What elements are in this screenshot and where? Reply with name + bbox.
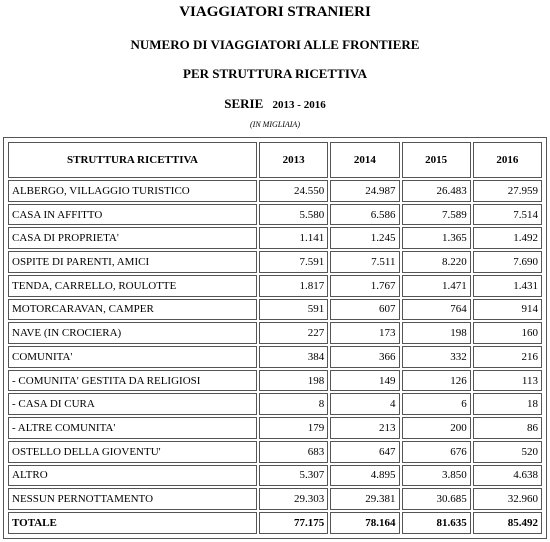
row-label-cell: CASA DI PROPRIETA' <box>8 227 257 249</box>
subtitle-frontiere: NUMERO DI VIAGGIATORI ALLE FRONTIERE <box>130 37 420 52</box>
row-label-cell: - ALTRE COMUNITA' <box>8 417 257 439</box>
value-cell-2013: 5.307 <box>259 465 328 487</box>
value-cell-2013: 24.550 <box>259 180 328 202</box>
value-cell-2016: 914 <box>473 299 542 321</box>
value-cell-2016: 32.960 <box>473 488 542 510</box>
value-cell-2013: 227 <box>259 322 328 344</box>
value-cell-2015: 1.365 <box>402 227 471 249</box>
value-cell-2013: 591 <box>259 299 328 321</box>
value-cell-2015: 764 <box>402 299 471 321</box>
value-cell-2014: 149 <box>330 370 399 392</box>
value-cell-2016: 27.959 <box>473 180 542 202</box>
table-row <box>8 393 542 415</box>
table-body <box>8 180 542 534</box>
row-label-cell: COMUNITA' <box>8 346 257 368</box>
value-cell-2013: 8 <box>259 393 328 415</box>
header-2014: 2014 <box>330 142 399 178</box>
value-cell-2016: 85.492 <box>473 512 542 534</box>
value-cell-2013: 179 <box>259 417 328 439</box>
table-total-row <box>8 512 542 534</box>
value-cell-2014: 29.381 <box>330 488 399 510</box>
row-label-cell: OSTELLO DELLA GIOVENTU' <box>8 441 257 463</box>
table-row <box>8 227 542 249</box>
serie-label: SERIE <box>224 96 264 111</box>
value-cell-2014: 647 <box>330 441 399 463</box>
value-cell-2013: 683 <box>259 441 328 463</box>
row-label-cell: MOTORCARAVAN, CAMPER <box>8 299 257 321</box>
table-row <box>8 299 542 321</box>
value-cell-2016: 520 <box>473 441 542 463</box>
value-cell-2015: 30.685 <box>402 488 471 510</box>
value-cell-2015: 7.589 <box>402 204 471 226</box>
row-label-cell: CASA IN AFFITTO <box>8 204 257 226</box>
value-cell-2015: 126 <box>402 370 471 392</box>
row-label-cell: ALTRO <box>8 465 257 487</box>
row-label-cell: - COMUNITA' GESTITA DA RELIGIOSI <box>8 370 257 392</box>
value-cell-2013: 77.175 <box>259 512 328 534</box>
table-row <box>8 488 542 510</box>
serie-years: 2013 - 2016 <box>272 99 326 111</box>
value-cell-2015: 3.850 <box>402 465 471 487</box>
value-cell-2014: 24.987 <box>330 180 399 202</box>
table-row <box>8 251 542 273</box>
value-cell-2015: 676 <box>402 441 471 463</box>
value-cell-2016: 86 <box>473 417 542 439</box>
data-table <box>6 140 544 536</box>
value-cell-2014: 607 <box>330 299 399 321</box>
value-cell-2016: 1.431 <box>473 275 542 297</box>
table-row <box>8 417 542 439</box>
value-cell-2016: 7.514 <box>473 204 542 226</box>
value-cell-2014: 6.586 <box>330 204 399 226</box>
value-cell-2015: 198 <box>402 322 471 344</box>
row-label-cell: NAVE (IN CROCIERA) <box>8 322 257 344</box>
table-header-row <box>8 142 542 178</box>
value-cell-2014: 173 <box>330 322 399 344</box>
value-cell-2013: 198 <box>259 370 328 392</box>
value-cell-2014: 4.895 <box>330 465 399 487</box>
value-cell-2014: 213 <box>330 417 399 439</box>
header-2013: 2013 <box>259 142 328 178</box>
value-cell-2016: 1.492 <box>473 227 542 249</box>
value-cell-2013: 1.817 <box>259 275 328 297</box>
unit-note: (IN MIGLIAIA) <box>250 120 300 129</box>
value-cell-2016: 7.690 <box>473 251 542 273</box>
value-cell-2013: 5.580 <box>259 204 328 226</box>
value-cell-2016: 4.638 <box>473 465 542 487</box>
row-label-cell: TOTALE <box>8 512 257 534</box>
table-row <box>8 204 542 226</box>
value-cell-2015: 8.220 <box>402 251 471 273</box>
data-table-frame <box>3 137 547 539</box>
value-cell-2014: 1.767 <box>330 275 399 297</box>
table-row <box>8 346 542 368</box>
value-cell-2014: 78.164 <box>330 512 399 534</box>
header-2016: 2016 <box>473 142 542 178</box>
value-cell-2013: 1.141 <box>259 227 328 249</box>
value-cell-2014: 1.245 <box>330 227 399 249</box>
value-cell-2013: 29.303 <box>259 488 328 510</box>
page-title: VIAGGIATORI STRANIERI <box>179 4 371 20</box>
row-label-cell: NESSUN PERNOTTAMENTO <box>8 488 257 510</box>
value-cell-2016: 216 <box>473 346 542 368</box>
row-label-cell: TENDA, CARRELLO, ROULOTTE <box>8 275 257 297</box>
value-cell-2015: 81.635 <box>402 512 471 534</box>
value-cell-2015: 200 <box>402 417 471 439</box>
value-cell-2013: 384 <box>259 346 328 368</box>
value-cell-2014: 7.511 <box>330 251 399 273</box>
table-row <box>8 441 542 463</box>
row-label-cell: OSPITE DI PARENTI, AMICI <box>8 251 257 273</box>
value-cell-2016: 113 <box>473 370 542 392</box>
value-cell-2015: 6 <box>402 393 471 415</box>
subtitle-struttura: PER STRUTTURA RICETTIVA <box>183 66 367 81</box>
table-row <box>8 275 542 297</box>
value-cell-2014: 366 <box>330 346 399 368</box>
table-row <box>8 370 542 392</box>
header-struttura: STRUTTURA RICETTIVA <box>8 142 257 178</box>
value-cell-2015: 1.471 <box>402 275 471 297</box>
table-row <box>8 322 542 344</box>
value-cell-2016: 18 <box>473 393 542 415</box>
serie-heading <box>0 96 550 112</box>
table-row <box>8 465 542 487</box>
row-label-cell: ALBERGO, VILLAGGIO TURISTICO <box>8 180 257 202</box>
header-2015: 2015 <box>402 142 471 178</box>
value-cell-2015: 26.483 <box>402 180 471 202</box>
value-cell-2016: 160 <box>473 322 542 344</box>
table-row <box>8 180 542 202</box>
value-cell-2014: 4 <box>330 393 399 415</box>
value-cell-2015: 332 <box>402 346 471 368</box>
row-label-cell: - CASA DI CURA <box>8 393 257 415</box>
value-cell-2013: 7.591 <box>259 251 328 273</box>
